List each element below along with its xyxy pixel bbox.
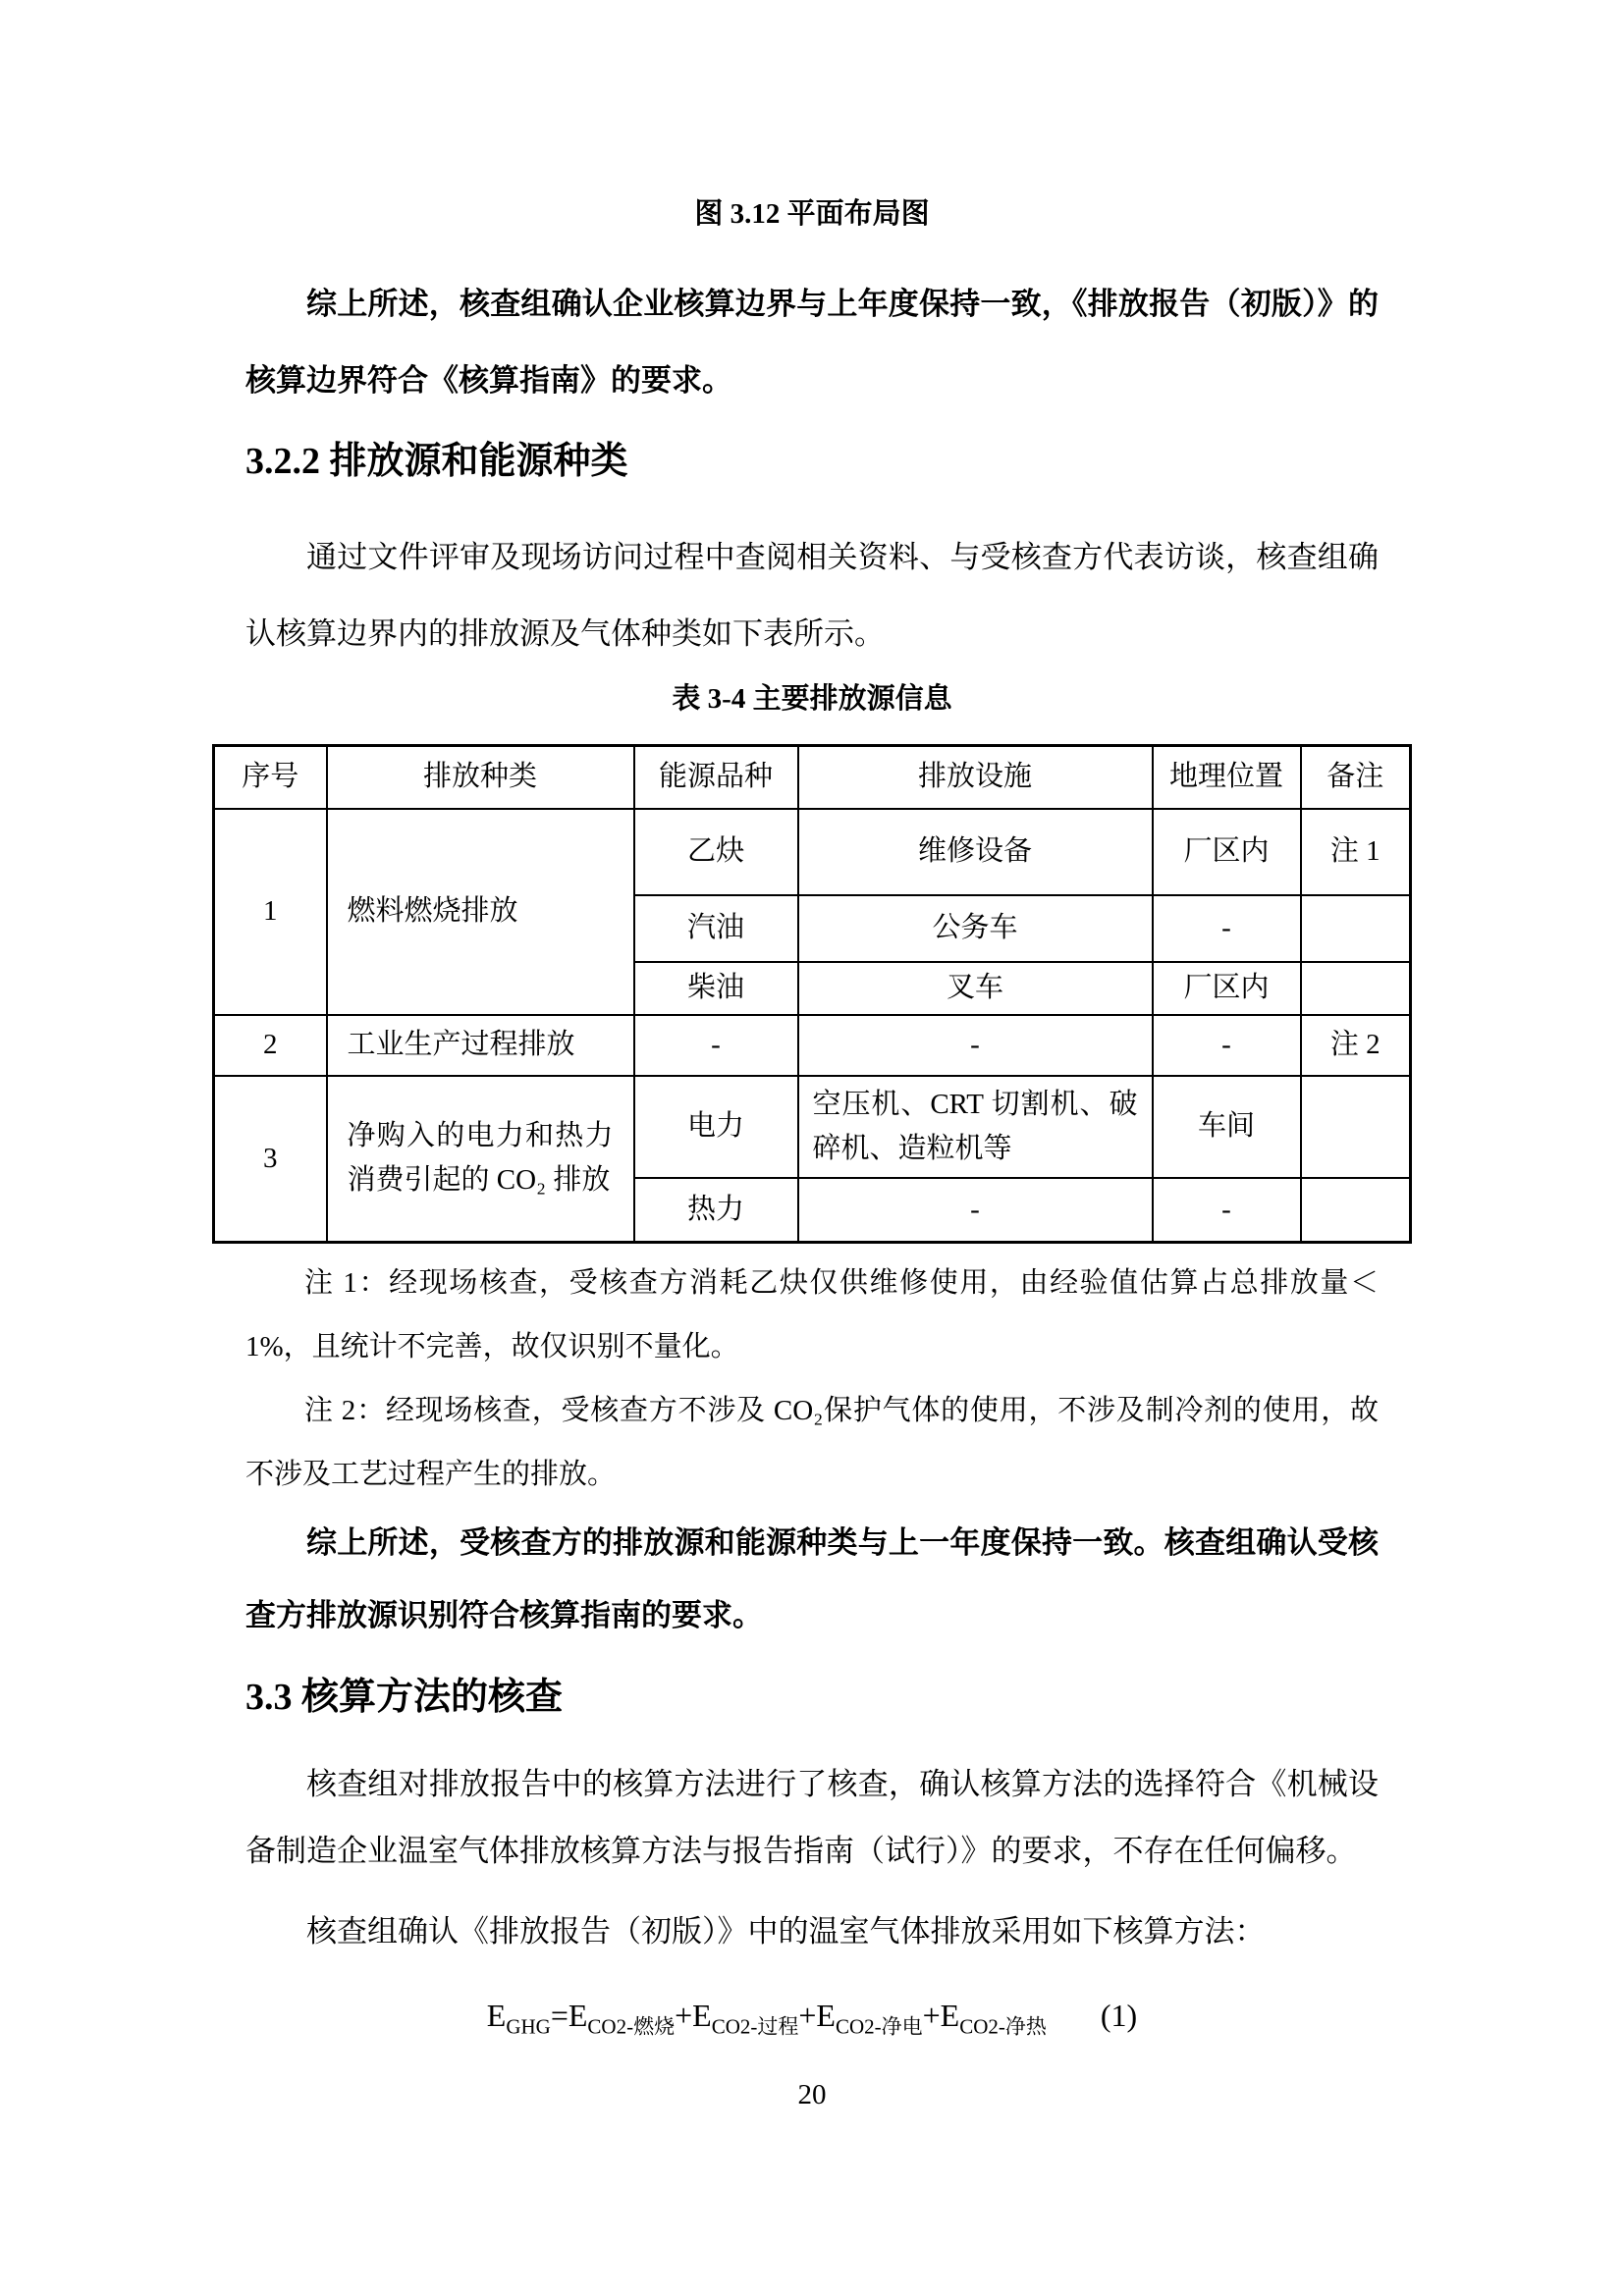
cell-facility: 叉车 xyxy=(798,962,1153,1015)
cell-location: 厂区内 xyxy=(1153,809,1301,895)
cell-seq-3: 3 xyxy=(214,1076,327,1243)
formula-row xyxy=(0,1986,1624,2056)
cell-facility: - xyxy=(798,1015,1153,1076)
cell-location: 厂区内 xyxy=(1153,962,1301,1015)
cell-category-1: 燃料燃烧排放 xyxy=(327,809,634,1015)
section-heading-33: 3.3 核算方法的核查 xyxy=(245,1677,564,1718)
note-2: 注 2：经现场核查，受核查方不涉及 CO₂保护气体的使用，不涉及制冷剂的使用，故不涉及工艺过程产生的排放。 xyxy=(245,1395,1379,1490)
col-header-remark: 备注 xyxy=(1301,746,1411,809)
cell-facility: 空压机、CRT 切割机、破碎机、造粒机等 xyxy=(798,1076,1153,1178)
paragraph-sources-conclusion: 综上所述，受核查方的排放源和能源种类与上一年度保持一致。核查组确认受核查方排放源识别符合核算指南的要求。 xyxy=(245,1525,1379,1632)
cell-remark xyxy=(1301,1076,1411,1178)
cell-energy: 乙炔 xyxy=(634,809,798,895)
figure-caption: 图 3.12 平面布局图 xyxy=(694,198,930,230)
cell-remark xyxy=(1301,895,1411,962)
cell-remark xyxy=(1301,962,1411,1015)
col-header-energy: 能源品种 xyxy=(634,746,798,809)
col-header-facility: 排放设施 xyxy=(798,746,1153,809)
page-number: 20 xyxy=(797,2079,827,2111)
cell-facility: 维修设备 xyxy=(798,809,1153,895)
table-header-row xyxy=(214,746,1411,809)
cell-category-3: 净购入的电力和热力消费引起的 CO₂ 排放 xyxy=(327,1076,634,1243)
formula-number: (1) xyxy=(1100,1998,1138,2033)
col-header-seq: 序号 xyxy=(214,746,327,809)
text-column xyxy=(0,1252,1624,1965)
table-caption: 表 3-4 主要排放源信息 xyxy=(672,683,952,715)
cell-energy: 热力 xyxy=(634,1178,798,1243)
cell-energy: 柴油 xyxy=(634,962,798,1015)
cell-energy: 电力 xyxy=(634,1076,798,1178)
paragraph-sources-intro: 通过文件评审及现场访问过程中查阅相关资料、与受核查方代表访谈，核查组确认核算边界内的排放源及气体种类如下表所示。 xyxy=(245,540,1379,651)
note-1: 注 1：经现场核查，受核查方消耗乙炔仅供维修使用，由经验值估算占总排放量＜1%，且统计不完善，故仅识别不量化。 xyxy=(245,1267,1379,1362)
emission-sources-table xyxy=(212,744,1412,1244)
cell-remark xyxy=(1301,1178,1411,1243)
cell-energy: - xyxy=(634,1015,798,1076)
cell-remark: 注 2 xyxy=(1301,1015,1411,1076)
cell-energy: 汽油 xyxy=(634,895,798,962)
cell-facility: 公务车 xyxy=(798,895,1153,962)
cell-seq-1: 1 xyxy=(214,809,327,1015)
cell-seq-2: 2 xyxy=(214,1015,327,1076)
cell-remark: 注 1 xyxy=(1301,809,1411,895)
paragraph-method-review: 核查组对排放报告中的核算方法进行了核查，确认核算方法的选择符合《机械设备制造企业温室气体排放核算方法与报告指南（试行）》的要求，不存在任何偏移。 xyxy=(245,1767,1379,1868)
cell-location: - xyxy=(1153,1015,1301,1076)
cell-location: - xyxy=(1153,1178,1301,1243)
cell-location: 车间 xyxy=(1153,1076,1301,1178)
table-row xyxy=(214,1076,1411,1178)
table-row xyxy=(214,1015,1411,1076)
paragraph-method-intro: 核查组确认《排放报告（初版）》中的温室气体排放采用如下核算方法： xyxy=(306,1914,1266,1949)
table-row xyxy=(214,809,1411,895)
ghg-formula: $E_{GHG}=E_{CO2-燃烧}+E_{CO2-过程}+E_{CO2-净电}+E_{CO2-净热}$ xyxy=(486,1998,1047,2039)
paragraph-boundary-conclusion: 综上所述，核查组确认企业核算边界与上年度保持一致，《排放报告（初版）》的核算边界符合《核算指南》的要求。 xyxy=(245,287,1379,398)
col-header-category: 排放种类 xyxy=(327,746,634,809)
cell-location: - xyxy=(1153,895,1301,962)
cell-facility: - xyxy=(798,1178,1153,1243)
col-header-location: 地理位置 xyxy=(1153,746,1301,809)
cell-category-2: 工业生产过程排放 xyxy=(327,1015,634,1076)
section-heading-322: 3.2.2 排放源和能源种类 xyxy=(245,441,628,482)
text-column xyxy=(0,266,1624,672)
